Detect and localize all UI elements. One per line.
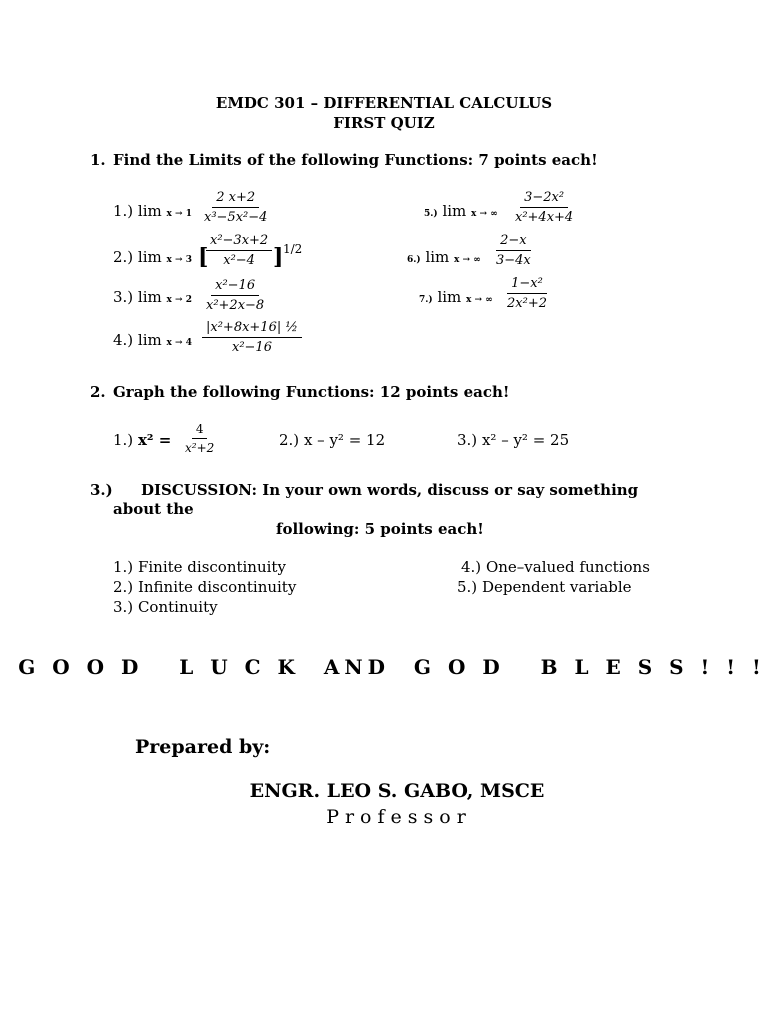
discussion-2-label: 2.) bbox=[113, 578, 134, 596]
problem-6-lim: lim bbox=[425, 248, 450, 266]
problem-2-sub: x → 3 bbox=[166, 255, 192, 265]
discussion-5-text: Dependent variable bbox=[481, 578, 632, 596]
section3-heading-line2: about the bbox=[113, 500, 194, 518]
section3-heading-line3: following: 5 points each! bbox=[276, 520, 484, 538]
prepared-by-label: Prepared by: bbox=[135, 736, 271, 758]
problem-1-lim: 1.) lim bbox=[113, 202, 162, 220]
problem-7-den: 2x²+2 bbox=[507, 296, 547, 311]
problem-5-lim: lim bbox=[442, 202, 467, 220]
problem-2-fraction bbox=[206, 234, 272, 267]
section1-heading: Find the Limits of the following Functions: 7 points each! bbox=[113, 151, 598, 169]
discussion-4-text: One–valued functions bbox=[485, 558, 650, 576]
section2-heading: Graph the following Functions: 12 points each! bbox=[113, 383, 510, 401]
section3-number: 3.) bbox=[90, 481, 113, 499]
problem-2-num: x²−3x+2 bbox=[206, 234, 272, 251]
author-role: Professor bbox=[326, 806, 472, 828]
discussion-1-text: Finite discontinuity bbox=[137, 558, 286, 576]
problem-7-number: 7.) bbox=[419, 295, 433, 305]
problem-3-den: x²+2x−8 bbox=[206, 298, 265, 313]
graph-1-fraction bbox=[181, 423, 218, 454]
problem-4-num: |x²+8x+16| ½ bbox=[202, 321, 302, 338]
problem-7-sub: x → ∞ bbox=[466, 295, 493, 305]
problem-7-fraction bbox=[503, 277, 551, 310]
problem-2-power: 1/2 bbox=[283, 242, 303, 256]
problem-2-label bbox=[113, 248, 192, 266]
problem-6-fraction bbox=[492, 234, 535, 267]
graph-1 bbox=[113, 431, 171, 449]
graph-3 bbox=[457, 431, 569, 449]
discussion-item-5 bbox=[457, 578, 632, 596]
problem-1-fraction bbox=[200, 191, 271, 224]
problem-2-left-bracket: [ bbox=[198, 244, 209, 270]
problem-2-lim: 2.) lim bbox=[113, 248, 162, 266]
discussion-2-text: Infinite discontinuity bbox=[137, 578, 297, 596]
discussion-item-1 bbox=[113, 558, 286, 576]
problem-3-lim: 3.) lim bbox=[113, 288, 162, 306]
problem-5-num: 3−2x² bbox=[520, 191, 568, 208]
problem-6-sub: x → ∞ bbox=[454, 255, 481, 265]
closing-message: G O O D L U C K AND G O D B L E S S ! ! ! bbox=[18, 655, 766, 679]
problem-6-den: 3−4x bbox=[496, 253, 531, 268]
graph-2-expr: x – y² = 12 bbox=[303, 431, 386, 449]
graph-3-label: 3.) bbox=[457, 431, 478, 449]
problem-4-fraction bbox=[202, 321, 302, 354]
section3-heading-line1: DISCUSSION: In your own words, discuss or say something bbox=[141, 481, 639, 499]
section2-number: 2. bbox=[90, 383, 106, 401]
graph-2 bbox=[279, 431, 385, 449]
problem-7-label bbox=[419, 288, 493, 306]
discussion-item-4 bbox=[461, 558, 650, 576]
problem-5-sub: x → ∞ bbox=[471, 209, 498, 219]
graph-1-expr: x² = bbox=[137, 431, 172, 449]
section1-number: 1. bbox=[90, 151, 106, 169]
problem-3-num: x²−16 bbox=[211, 279, 259, 296]
problem-3-sub: x → 2 bbox=[166, 295, 192, 305]
quiz-title: FIRST QUIZ bbox=[333, 114, 435, 132]
graph-1-den: x²+2 bbox=[185, 441, 215, 455]
problem-6-num: 2−x bbox=[496, 234, 531, 251]
discussion-4-label: 4.) bbox=[461, 558, 482, 576]
graph-2-label: 2.) bbox=[279, 431, 300, 449]
graph-1-num: 4 bbox=[192, 423, 208, 439]
graph-3-expr: x² – y² = 25 bbox=[481, 431, 570, 449]
discussion-item-2 bbox=[113, 578, 296, 596]
problem-7-num: 1−x² bbox=[507, 277, 547, 294]
problem-3-label bbox=[113, 288, 192, 306]
discussion-3-label: 3.) bbox=[113, 598, 134, 616]
problem-5-number: 5.) bbox=[424, 209, 438, 219]
problem-2-right-bracket: ] bbox=[273, 244, 284, 270]
graph-1-label: 1.) bbox=[113, 431, 134, 449]
problem-4-sub: x → 4 bbox=[166, 338, 192, 348]
course-title: EMDC 301 – DIFFERENTIAL CALCULUS bbox=[215, 94, 553, 112]
problem-5-den: x²+4x+4 bbox=[515, 210, 574, 225]
problem-1-num: 2 x+2 bbox=[212, 191, 259, 208]
problem-6-number: 6.) bbox=[407, 255, 421, 265]
problem-7-lim: lim bbox=[437, 288, 462, 306]
discussion-5-label: 5.) bbox=[457, 578, 478, 596]
problem-5-label bbox=[424, 202, 498, 220]
problem-6-label bbox=[407, 248, 481, 266]
problem-4-label bbox=[113, 331, 192, 349]
problem-3-fraction bbox=[202, 279, 268, 312]
discussion-1-label: 1.) bbox=[113, 558, 134, 576]
problem-5-fraction bbox=[511, 191, 577, 224]
problem-1-den: x³−5x²−4 bbox=[204, 210, 268, 225]
discussion-3-text: Continuity bbox=[137, 598, 218, 616]
problem-2-den: x²−4 bbox=[223, 253, 255, 268]
problem-1-sub: x → 1 bbox=[166, 209, 192, 219]
problem-1-label bbox=[113, 202, 192, 220]
problem-4-den: x²−16 bbox=[231, 340, 272, 355]
author-name: ENGR. LEO S. GABO, MSCE bbox=[249, 780, 545, 802]
problem-4-lim: 4.) lim bbox=[113, 331, 162, 349]
discussion-item-3 bbox=[113, 598, 218, 616]
